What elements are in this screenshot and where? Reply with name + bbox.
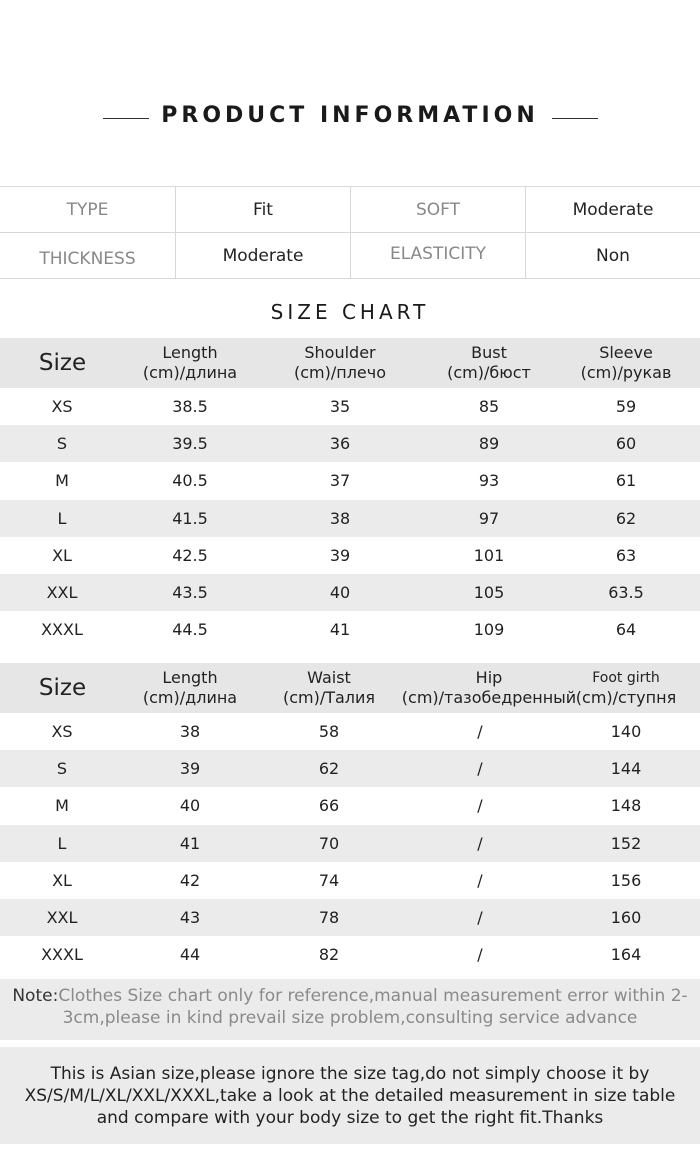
measurement-cell: 44.5 [172, 620, 208, 640]
table-row [0, 825, 700, 862]
measurement-cell: 38.5 [172, 397, 208, 416]
size-cell: L [57, 508, 67, 528]
measurement-cell: 164 [610, 945, 642, 965]
measurement-cell: 40.5 [172, 471, 208, 491]
info-value-type: Fit [176, 187, 351, 233]
measurement-cell: 140 [610, 722, 642, 741]
size-cell: M [55, 471, 69, 491]
table-row [0, 574, 700, 611]
table-header [0, 663, 700, 713]
info-value-thickness: Moderate [176, 233, 351, 279]
measurement-cell: 42 [179, 870, 201, 890]
header-shoulder [265, 338, 415, 388]
size-cell: XL [52, 545, 72, 565]
size-cell: XL [52, 870, 72, 890]
size-cell: XXL [46, 582, 78, 602]
table-row [0, 611, 700, 648]
measurement-cell: 36 [329, 434, 351, 454]
measurement-cell: 148 [610, 796, 642, 816]
table-row [0, 537, 700, 574]
product-info-table [0, 186, 700, 279]
measurement-cell: 101 [473, 545, 505, 565]
measurement-cell: 41.5 [172, 508, 208, 528]
measurement-cell: 42.5 [172, 545, 208, 565]
measurement-cell: 64 [615, 620, 637, 640]
info-row [0, 233, 700, 279]
info-label-elasticity: ELASTICITY [351, 233, 526, 279]
header-sub: (cm)/тазобедренный [401, 688, 577, 707]
measurement-cell: 39 [329, 545, 351, 565]
measurement-cell: 61 [615, 471, 637, 491]
size-cell: XS [51, 722, 73, 741]
header-waist [254, 663, 404, 713]
measurement-cell: 40 [179, 796, 201, 816]
table-row [0, 388, 700, 425]
measurement-cell: 40 [329, 582, 351, 602]
measurement-cell: 66 [318, 796, 340, 816]
measurement-cell: 62 [318, 759, 340, 779]
size-cell: M [55, 796, 69, 816]
size-chart-title: SIZE CHART [270, 300, 430, 324]
table-header [0, 338, 700, 388]
measurement-cell: 43.5 [172, 582, 208, 602]
header-sub: (cm)/рукав [580, 363, 672, 382]
size-cell: XS [51, 397, 73, 416]
measurement-cell: 41 [329, 620, 351, 640]
measurement-cell: 144 [610, 759, 642, 779]
measurement-cell: 85 [478, 397, 500, 416]
page-title: PRODUCT INFORMATION [161, 103, 539, 128]
size-cell: S [56, 759, 68, 779]
header-main: Foot girth [592, 670, 660, 686]
header-sub: (cm)/Талия [282, 688, 376, 707]
measurement-cell: 105 [473, 582, 505, 602]
measurement-cell: 37 [329, 471, 351, 491]
header-hip [395, 663, 583, 713]
measurement-cell: 41 [179, 833, 201, 853]
measurement-cell: 74 [318, 870, 340, 890]
measurement-cell: 160 [610, 907, 642, 927]
measurement-cell: 93 [478, 471, 500, 491]
header-main: Bust [471, 343, 507, 362]
note-box [0, 979, 700, 1040]
table-row [0, 787, 700, 824]
size-table-lower [0, 663, 700, 973]
header-size: Size [38, 350, 87, 376]
measurement-cell: 35 [329, 397, 351, 416]
measurement-cell: 38 [329, 508, 351, 528]
header-divider-right [552, 118, 598, 119]
info-label-thickness: THICKNESS [0, 233, 176, 279]
header-sub: (cm)/длина [142, 363, 238, 382]
measurement-cell: 43 [179, 907, 201, 927]
info-label-type: TYPE [0, 187, 176, 233]
table-body [0, 388, 700, 648]
header-sleeve [565, 338, 687, 388]
measurement-cell: / [477, 945, 483, 965]
header-foot-girth [565, 663, 687, 713]
table-row [0, 425, 700, 462]
table-row [0, 713, 700, 750]
measurement-cell: 39.5 [172, 434, 208, 454]
info-label-soft: SOFT [351, 187, 526, 233]
measurement-cell: / [477, 759, 483, 779]
header-sub: (cm)/плечо [293, 363, 387, 382]
measurement-cell: 62 [615, 508, 637, 528]
measurement-cell: / [477, 870, 483, 890]
size-cell: S [56, 434, 68, 454]
measurement-cell: 78 [318, 907, 340, 927]
measurement-cell: 38 [179, 722, 201, 741]
table-row [0, 462, 700, 499]
header-sub: (cm)/бюст [447, 363, 531, 382]
header-main: Waist [307, 668, 351, 687]
table-row [0, 899, 700, 936]
header-main: Shoulder [304, 343, 376, 362]
header-length [125, 663, 255, 713]
measurement-cell: 70 [318, 833, 340, 853]
measurement-cell: 44 [179, 945, 201, 965]
table-row [0, 936, 700, 973]
size-cell: XXXL [41, 945, 83, 965]
section-header [0, 100, 700, 140]
measurement-cell: 58 [318, 722, 340, 741]
measurement-cell: / [477, 722, 483, 741]
info-value-soft: Moderate [572, 200, 654, 220]
size-cell: XXXL [41, 620, 83, 640]
measurement-cell: 82 [318, 945, 340, 965]
measurement-cell: 152 [610, 833, 642, 853]
notice-text: This is Asian size,please ignore the size tag,do not simply choose it by XS/S/M/L/XL/XXL/XXXL,take a look at the detailed measurement in size table and compare with your body size to get the right fit.Thanks [24, 1064, 676, 1128]
table-row [0, 862, 700, 899]
table-body [0, 713, 700, 973]
measurement-cell: 89 [478, 434, 500, 454]
header-bust [395, 338, 583, 388]
asian-size-notice [0, 1047, 700, 1144]
header-main: Sleeve [599, 343, 653, 362]
header-sub: (cm)/длина [142, 688, 238, 707]
measurement-cell: 156 [610, 870, 642, 890]
header-main: Length [162, 668, 218, 687]
header-size: Size [38, 675, 87, 701]
measurement-cell: 63 [615, 545, 637, 565]
size-cell: L [57, 833, 67, 853]
size-cell: XXL [46, 907, 78, 927]
table-row [0, 750, 700, 787]
info-value-elasticity: Non [596, 246, 630, 266]
measurement-cell: 59 [615, 397, 637, 416]
measurement-cell: 63.5 [608, 582, 644, 602]
note-text: Clothes Size chart only for reference,manual measurement error within 2-3cm,please in kind prevail size problem,consulting service advance [58, 986, 688, 1028]
measurement-cell: / [477, 833, 483, 853]
header-main: Length [162, 343, 218, 362]
header-length [125, 338, 255, 388]
header-sub: (cm)/ступня [575, 688, 677, 707]
measurement-cell: 97 [478, 508, 500, 528]
measurement-cell: 60 [615, 434, 637, 454]
size-table-upper [0, 338, 700, 648]
measurement-cell: 109 [473, 620, 505, 640]
info-row [0, 187, 700, 233]
header-main: Hip [475, 668, 503, 687]
measurement-cell: 39 [179, 759, 201, 779]
note-label: Note: [12, 986, 59, 1006]
table-row [0, 500, 700, 537]
measurement-cell: / [477, 907, 483, 927]
measurement-cell: / [477, 796, 483, 816]
